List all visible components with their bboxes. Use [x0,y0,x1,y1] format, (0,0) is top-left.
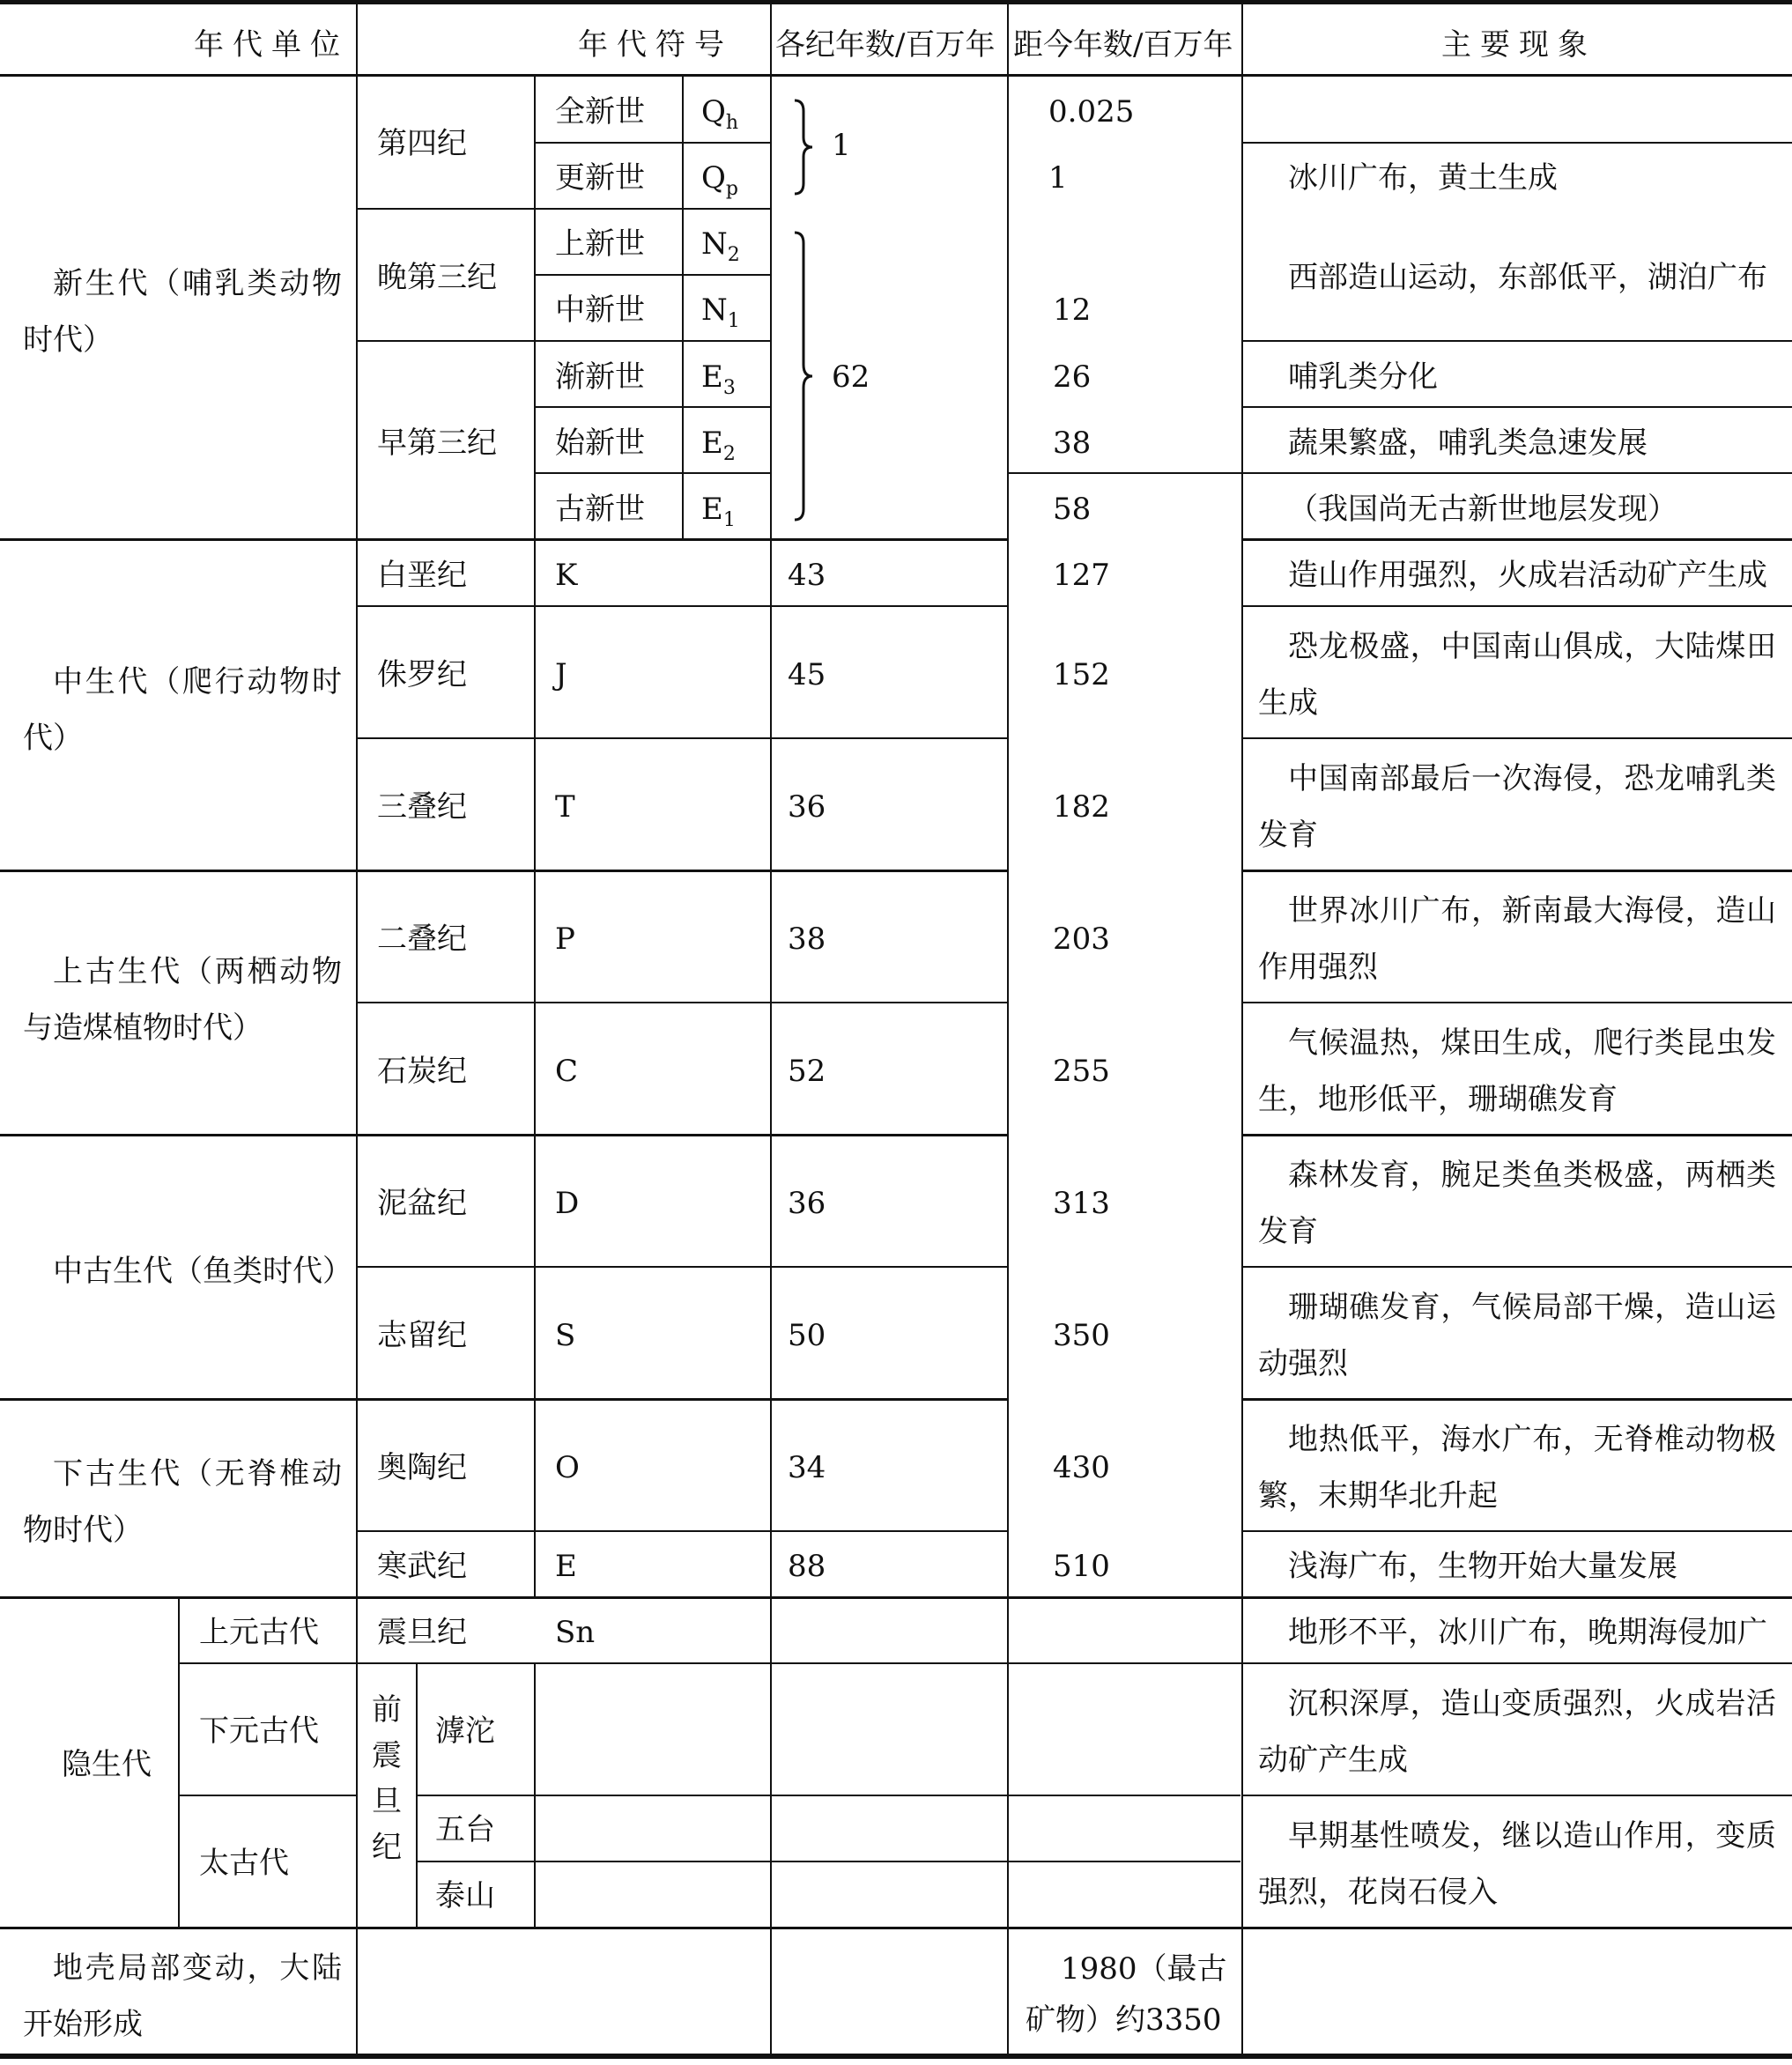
col-line [1007,0,1009,2059]
row-line [1241,406,1792,408]
row-line [356,605,1007,607]
table-bottom-border [0,2054,1792,2059]
duration-carboniferous: 52 [788,1054,826,1089]
header-symbol: 年代符号 [578,27,733,63]
ago-ordovician: 430 [1053,1450,1110,1485]
row-line [1241,1398,1792,1401]
period-silurian: 志留纪 [377,1318,467,1353]
symbol-q-p: $Q_p$ [701,160,738,200]
phen-paleocene: （我国尚无古新世地层发现） [1288,492,1677,527]
ago-jurassic: 152 [1053,657,1110,692]
period-quaternary: 第四纪 [377,126,467,161]
phen-lower-proterozoic: 沉积深厚，造山变质强烈，火成岩活动矿产生成 [1258,1686,1776,1778]
crust-ago-line2: 矿物）约3350 [1026,2002,1222,2038]
header-bottom-border [0,74,1792,77]
eon-archean: 太古代 [199,1846,289,1881]
duration-jurassic: 45 [788,657,826,692]
duration-ordovician: 34 [788,1450,826,1485]
row-line [356,737,1007,739]
epoch-paleocene: 古新世 [555,492,645,527]
symbol-n2: $N_2$ [701,226,740,266]
phen-ordovician: 地热低平，海水广布，无脊椎动物极繁，末期华北升起 [1258,1422,1776,1514]
brace-quaternary [793,99,828,196]
header-duration: 各纪年数/百万年 [775,27,996,63]
period-early-tertiary: 早第三纪 [377,426,497,461]
period-jurassic: 侏罗纪 [377,657,467,692]
row-line [0,1134,1007,1136]
period-cretaceous: 白垩纪 [377,558,467,593]
row-line [0,1398,1007,1401]
symbol-e1: $E_1$ [701,492,736,531]
ago-cretaceous: 127 [1053,558,1110,593]
ago-permian: 203 [1053,921,1110,957]
row-line [0,1927,1792,1929]
eon-lower-proterozoic: 下元古代 [199,1713,319,1749]
symbol-e3: $E_3$ [701,359,736,399]
row-line [1241,1530,1792,1532]
duration-devonian: 36 [788,1186,826,1221]
duration-cretaceous: 43 [788,558,826,593]
phen-triassic: 中国南部最后一次海侵，恐龙哺乳类发育 [1258,761,1776,853]
row-line [1241,737,1792,739]
phen-sinian: 地形不平，冰川广布，晚期海侵加广 [1288,1615,1767,1650]
brace-tertiary [793,231,828,522]
period-ordovician: 奥陶纪 [377,1450,467,1485]
header-unit: 年代单位 [194,27,349,63]
phen-permian: 世界冰川广布，新南最大海侵，造山作用强烈 [1258,893,1776,985]
crust-formation-text: 地壳局部变动，大陆开始形成 [23,1950,342,2042]
col-line [178,1596,180,1927]
era-cenozoic: 新生代（哺乳类动物时代） [23,266,342,358]
ago-cambrian: 510 [1053,1549,1110,1584]
era-lower-paleozoic: 下古生代（无脊椎动物时代） [23,1456,342,1548]
phen-jurassic: 恐龙极盛，中国南山俱成，大陆煤田生成 [1258,629,1776,721]
row-line [1007,472,1792,474]
phen-devonian: 森林发育，腕足类鱼类极盛，两栖类发育 [1258,1158,1776,1249]
ago-pleistocene: 1 [1048,160,1068,196]
period-permian: 二叠纪 [377,921,467,957]
ago-holocene: 0.025 [1048,94,1135,130]
symbol-d: D [555,1186,580,1221]
row-line [356,1002,1007,1003]
epoch-eocene: 始新世 [555,426,645,461]
pre-sinian-char-2: 震 [372,1738,402,1773]
phen-archean: 早期基性喷发，继以造山作用，变质强烈，花岗石侵入 [1258,1818,1776,1910]
pre-sinian-char-4: 纪 [372,1830,402,1865]
symbol-e2: $E_2$ [701,426,736,465]
symbol-c: C [555,1054,579,1089]
phen-cambrian: 浅海广布，生物开始大量发展 [1288,1549,1677,1584]
duration-cambrian: 88 [788,1549,826,1584]
epoch-pliocene: 上新世 [555,226,645,262]
period-carboniferous: 石炭纪 [377,1054,467,1089]
symbol-sn: Sn [555,1615,596,1650]
duration-tertiary: 62 [832,359,870,395]
symbol-o: O [555,1450,580,1485]
row-line [0,1596,1792,1599]
eon-upper-proterozoic: 上元古代 [199,1615,319,1650]
symbol-n1: $N_1$ [701,292,740,332]
row-line [1241,605,1792,607]
row-line [1241,538,1792,541]
epoch-miocene: 中新世 [555,292,645,328]
epoch-holocene: 全新世 [555,94,645,130]
col-line [534,74,536,1596]
symbol-j: J [555,657,567,692]
col-line [416,1662,418,1927]
table-top-border [0,0,1792,4]
symbol-e-cambrian: E [555,1549,577,1584]
col-line [356,0,358,2059]
ago-silurian: 350 [1053,1318,1110,1353]
row-line [1241,340,1792,342]
period-hutuo: 滹沱 [435,1713,495,1749]
period-wutai: 五台 [435,1812,495,1847]
era-cryptozoic: 隐生代 [62,1747,152,1782]
epoch-pleistocene: 更新世 [555,160,645,196]
row-line [1241,1134,1792,1136]
period-taishan: 泰山 [435,1878,495,1913]
symbol-q-h: $Q_h$ [701,94,739,134]
phen-late-tertiary: 西部造山运动，东部低平，湖泊广布 [1288,260,1767,295]
era-mesozoic: 中生代（爬行动物时代） [23,664,342,756]
col-line [770,0,772,2059]
row-line [416,1861,1240,1862]
row-line [0,538,1007,541]
duration-quaternary: 1 [832,128,851,163]
phen-eocene: 蔬果繁盛，哺乳类急速发展 [1288,426,1648,461]
duration-silurian: 50 [788,1318,826,1353]
era-upper-paleozoic: 上古生代（两栖动物与造煤植物时代） [23,954,342,1046]
ago-triassic: 182 [1053,789,1110,825]
col-line [1241,0,1243,2059]
period-cambrian: 寒武纪 [377,1549,467,1584]
epoch-oligocene: 渐新世 [555,359,645,395]
ago-carboniferous: 255 [1053,1054,1110,1089]
row-line [178,1795,356,1796]
phen-carboniferous: 气候温热，煤田生成，爬行类昆虫发生，地形低平，珊瑚礁发育 [1258,1025,1776,1117]
row-line [416,1795,1240,1796]
row-line [1241,1002,1792,1003]
row-line [356,1530,1007,1532]
phen-pleistocene: 冰川广布，黄土生成 [1288,160,1558,196]
period-devonian: 泥盆纪 [377,1186,467,1221]
row-line [1241,1795,1792,1796]
duration-permian: 38 [788,921,826,957]
ago-miocene: 12 [1053,292,1092,328]
period-late-tertiary: 晚第三纪 [377,260,497,295]
col-line [534,1662,536,1927]
symbol-k: K [555,558,578,593]
pre-sinian-char-1: 前 [372,1692,402,1728]
row-line [178,1662,1792,1664]
row-line [1241,142,1792,144]
era-middle-paleozoic: 中古生代（鱼类时代） [53,1254,352,1289]
col-line [682,74,684,539]
row-line [356,1266,1007,1268]
header-phenomena: 主要现象 [1441,27,1596,63]
crust-ago-line1: 1980（最古 [1061,1951,1227,1987]
ago-paleocene: 58 [1053,492,1092,527]
phen-cretaceous: 造山作用强烈，火成岩活动矿产生成 [1288,558,1767,593]
phen-oligocene: 哺乳类分化 [1288,359,1438,395]
phen-silurian: 珊瑚礁发育，气候局部干燥，造山运动强烈 [1258,1290,1776,1381]
row-line [1241,870,1792,872]
symbol-s: S [555,1318,576,1353]
duration-triassic: 36 [788,789,826,825]
period-sinian: 震旦纪 [377,1615,467,1650]
symbol-p: P [555,921,575,957]
header-ago: 距今年数/百万年 [1013,27,1233,63]
row-line [0,870,1007,872]
pre-sinian-char-3: 旦 [372,1784,402,1819]
ago-eocene: 38 [1053,426,1092,461]
row-line [1241,1266,1792,1268]
ago-oligocene: 26 [1053,359,1092,395]
symbol-t: T [555,789,575,825]
ago-devonian: 313 [1053,1186,1110,1221]
period-triassic: 三叠纪 [377,789,467,825]
